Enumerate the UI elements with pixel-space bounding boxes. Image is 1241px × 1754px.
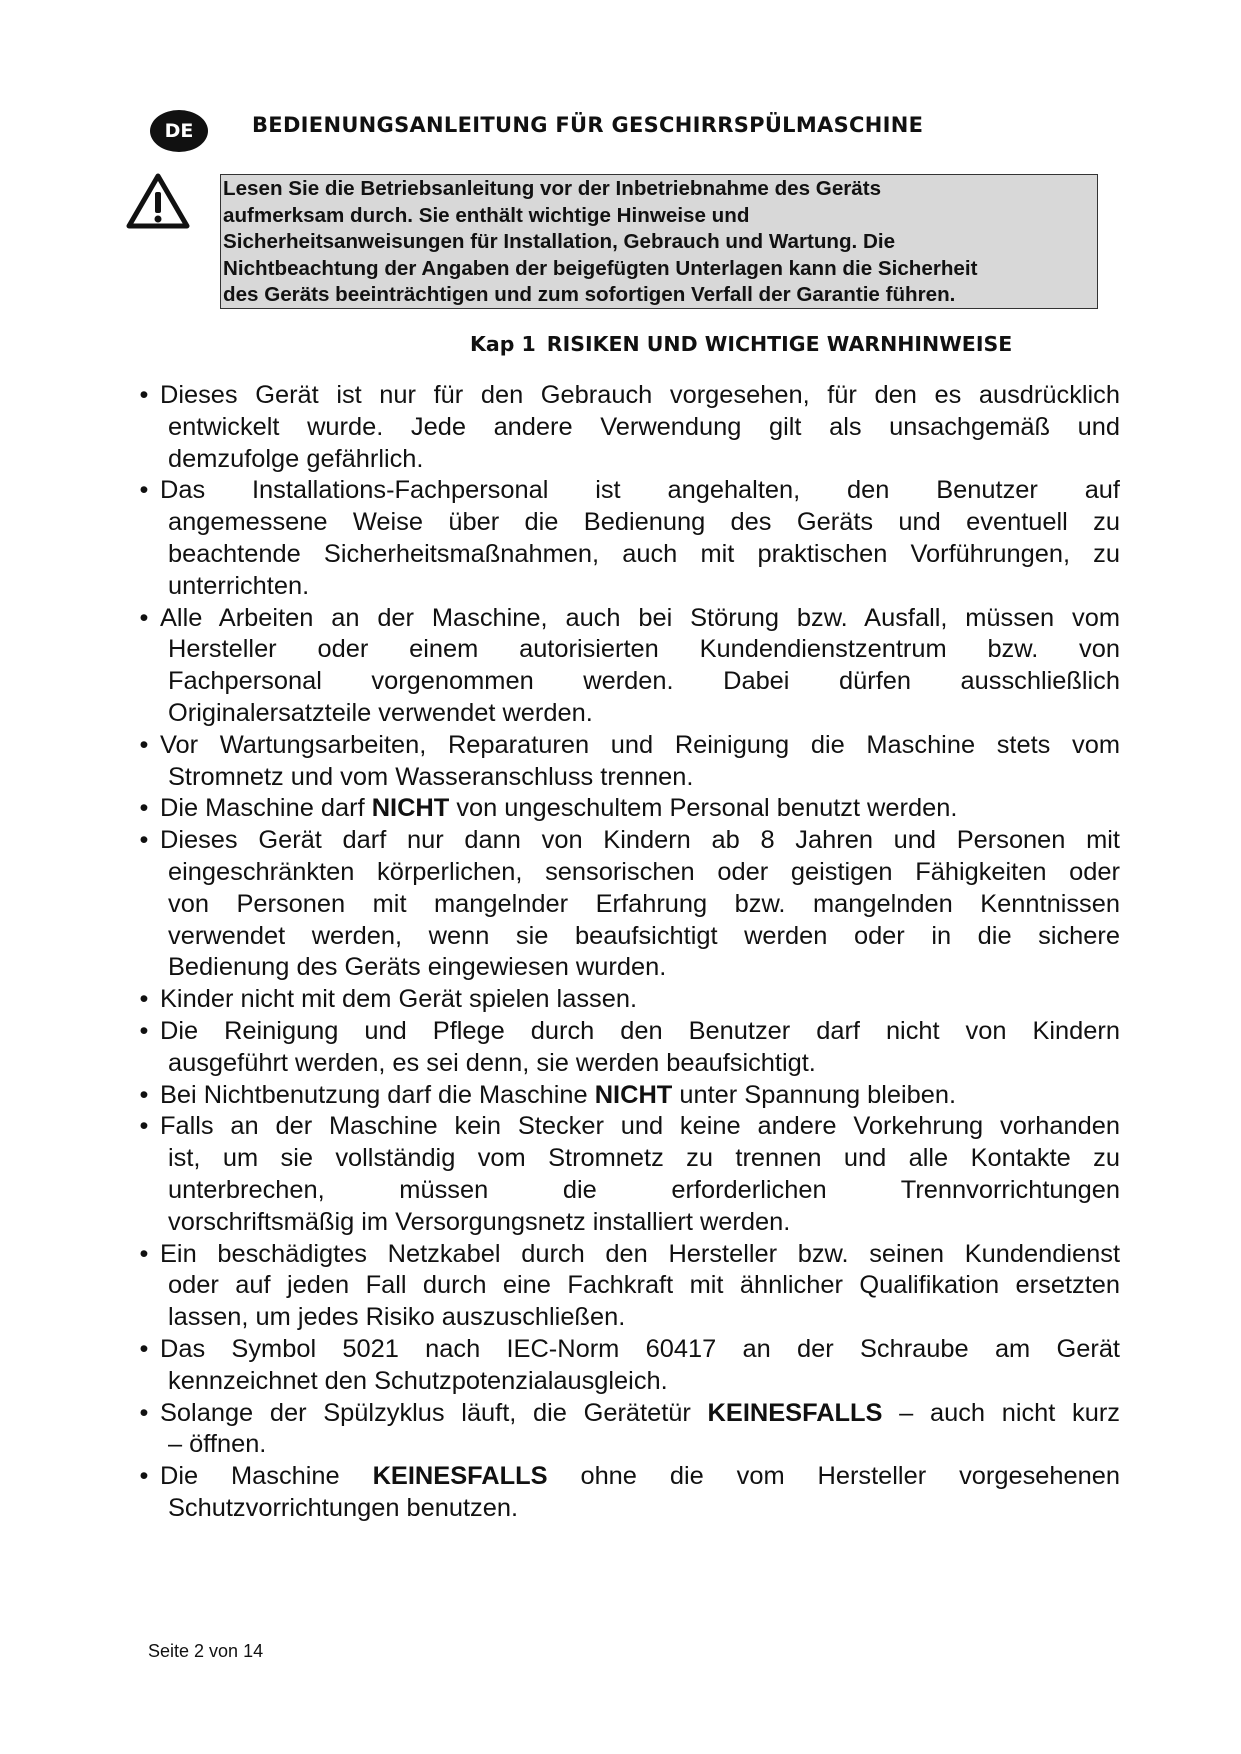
list-item [134,475,1120,602]
list-item-text: Alle Arbeiten an der Maschine, auch bei Störung bzw. Ausfall, müssen vom [160,603,1120,632]
list-item-line [160,1111,1120,1143]
bullet-icon: • [139,1462,149,1491]
emphasis-text: KEINESFALLS [707,1398,883,1427]
list-item-text: vorschriftsmäßig im Versorgungsnetz installiert werden. [168,1207,791,1236]
bullet-icon: • [139,730,149,759]
list-item-text: unter Spannung bleiben. [672,1080,957,1109]
list-item [134,730,1120,794]
list-item-line [160,1334,1120,1366]
list-item [134,1239,1120,1334]
list-item-text: Dieses Gerät darf nur dann von Kindern ab 8 Jahren und Personen mit [160,826,1120,855]
list-item-line [160,603,1120,635]
list-item [134,1334,1120,1398]
list-item-line [160,1398,1120,1430]
list-item-line [168,857,1120,889]
list-item-text: Die Reinigung und Pflege durch den Benutzer darf nicht von Kindern [160,1016,1120,1045]
list-item-line [168,762,1120,794]
list-item-line [168,1143,1120,1175]
list-item-text: Vor Wartungsarbeiten, Reparaturen und Reinigung die Maschine stets vom [160,730,1120,759]
notice-line: Sicherheitsanweisungen für Installation, Gebrauch und Wartung. Die [223,230,896,254]
list-item-text: Stromnetz und vom Wasseranschluss trennen. [168,762,694,791]
list-item-line [168,921,1120,953]
list-item [134,1016,1120,1080]
list-item-line [168,1270,1120,1302]
list-item-line [168,1302,1120,1334]
list-item-line [168,666,1120,698]
list-item-line [168,634,1120,666]
list-item-text: unterbrechen, müssen die erforderlichen Trennvorrichtungen [168,1175,1120,1204]
bullet-icon: • [139,985,149,1014]
list-item-line [160,475,1120,507]
document-title: BEDIENUNGSANLEITUNG FÜR GESCHIRRSPÜLMASCHINE [252,113,924,137]
list-item [134,793,1120,825]
list-item-text: Bei Nichtbenutzung darf die Maschine [160,1080,595,1109]
list-item-line [160,1016,1120,1048]
list-item-line [168,444,1120,476]
list-item-line [168,889,1120,921]
bullet-icon: • [139,1398,149,1427]
list-item [134,1111,1120,1238]
list-item [134,603,1120,730]
list-item [134,1398,1120,1462]
list-item-line [160,793,1120,825]
list-item-text: Die Maschine [160,1462,373,1491]
list-item-line [160,1461,1120,1493]
list-item-text: von ungeschultem Personal benutzt werden. [449,794,958,823]
list-item-text: Kinder nicht mit dem Gerät spielen lassen. [160,985,638,1014]
list-item-line [168,539,1120,571]
list-item-text: von Personen mit mangelnder Erfahrung bzw. mangelnden Kenntnissen [168,889,1120,918]
list-item-text: entwickelt wurde. Jede andere Verwendung gilt als unsachgemäß und [168,412,1120,441]
list-item-line [160,1239,1120,1271]
list-item-line [168,952,1120,984]
emphasis-text: KEINESFALLS [372,1462,548,1491]
list-item-text: – öffnen. [168,1430,267,1459]
chapter-title: RISIKEN UND WICHTIGE WARNHINWEISE [546,332,1013,356]
list-item-text: Hersteller oder einem autorisierten Kundendienstzentrum bzw. von [168,635,1120,664]
list-item-text: Solange der Spülzyklus läuft, die Gerätetür [160,1398,708,1427]
list-item [134,380,1120,475]
bullet-icon: • [139,1016,149,1045]
list-item-text: ausgeführt werden, es sei denn, sie werden beaufsichtigt. [168,1048,816,1077]
list-item [134,1080,1120,1112]
list-item-line [168,571,1120,603]
list-item-text: lassen, um jedes Risiko auszuschließen. [168,1303,626,1332]
list-item-text: Bedienung des Geräts eingewiesen wurden. [168,953,667,982]
list-item-line [168,1048,1120,1080]
list-item-line [168,1366,1120,1398]
list-item-text: eingeschränkten körperlichen, sensorischen oder geistigen Fähigkeiten oder [168,857,1120,886]
list-item-text: unterrichten. [168,571,310,600]
list-item-line [160,380,1120,412]
list-item-text: Schutzvorrichtungen benutzen. [168,1493,519,1522]
list-item-line [168,412,1120,444]
notice-line: Nichtbeachtung der Angaben der beigefügten Unterlagen kann die Sicherheit [223,256,978,280]
bullet-icon: • [139,826,149,855]
list-item-text: angemessene Weise über die Bedienung des Geräts und eventuell zu [168,508,1120,537]
language-badge: DE [150,110,208,152]
list-item [134,984,1120,1016]
bullet-icon: • [139,1112,149,1141]
list-item-text: oder auf jeden Fall durch eine Fachkraft mit ähnlicher Qualifikation ersetzten [168,1271,1120,1300]
list-item-line [160,984,1120,1016]
notice-line: Lesen Sie die Betriebsanleitung vor der Inbetriebnahme des Geräts [223,177,882,200]
notice-line: des Geräts beeinträchtigen und zum sofortigen Verfall der Garantie führen. [223,283,956,307]
bullet-icon: • [139,1080,149,1109]
bullet-icon: • [139,1239,149,1268]
list-item-text: Das Installations-Fachpersonal ist angehalten, den Benutzer auf [160,476,1120,505]
list-item-text: Originalersatzteile verwendet werden. [168,698,593,727]
list-item-text: ohne die vom Hersteller vorgesehenen [547,1462,1121,1491]
list-item-line [168,698,1120,730]
list-item-line [168,1207,1120,1239]
list-item-line [168,507,1120,539]
list-item-line [160,730,1120,762]
bullet-icon: • [139,381,149,409]
list-item-text: ist, um sie vollständig vom Stromnetz zu trennen und alle Kontakte zu [168,1144,1120,1173]
chapter-heading [470,329,1012,359]
list-item-line [160,1080,1120,1112]
warning-triangle-icon [126,172,190,230]
risk-warning-list [134,380,1134,1525]
bullet-icon: • [139,603,149,632]
list-item-line [160,825,1120,857]
list-item [134,825,1120,984]
list-item [134,1461,1120,1525]
list-item-text: Fachpersonal vorgenommen werden. Dabei dürfen ausschließlich [168,667,1120,696]
list-item-line [168,1429,1120,1461]
emphasis-text: NICHT [371,794,450,823]
list-item-line [168,1175,1120,1207]
bullet-icon: • [139,476,149,505]
warning-notice-box [220,174,1098,309]
list-item-text: – auch nicht kurz [882,1398,1121,1427]
list-item-line [168,1493,1120,1525]
list-item-text: Ein beschädigtes Netzkabel durch den Hersteller bzw. seinen Kundendienst [160,1239,1120,1268]
list-item-text: demzufolge gefährlich. [168,444,424,473]
notice-line: aufmerksam durch. Sie enthält wichtige Hinweise und [223,203,750,227]
bullet-icon: • [139,794,149,823]
list-item-text: Dieses Gerät ist nur für den Gebrauch vorgesehen, für den es ausdrücklich [160,381,1120,409]
list-item-text: Falls an der Maschine kein Stecker und keine andere Vorkehrung vorhanden [160,1112,1120,1141]
list-item-text: kennzeichnet den Schutzpotenzialausgleich. [168,1366,668,1395]
emphasis-text: NICHT [594,1080,673,1109]
bullet-icon: • [139,1334,149,1363]
list-item-text: Das Symbol 5021 nach IEC-Norm 60417 an der Schraube am Gerät [160,1334,1120,1363]
list-item-text: Die Maschine darf [160,794,372,823]
list-item-text: verwendet werden, wenn sie beaufsichtigt werden oder in die sichere [168,921,1120,950]
chapter-number: Kap 1 [470,332,536,356]
list-item-text: beachtende Sicherheitsmaßnahmen, auch mit praktischen Vorführungen, zu [168,539,1120,568]
page-number: Seite 2 von 14 [148,1641,264,1661]
